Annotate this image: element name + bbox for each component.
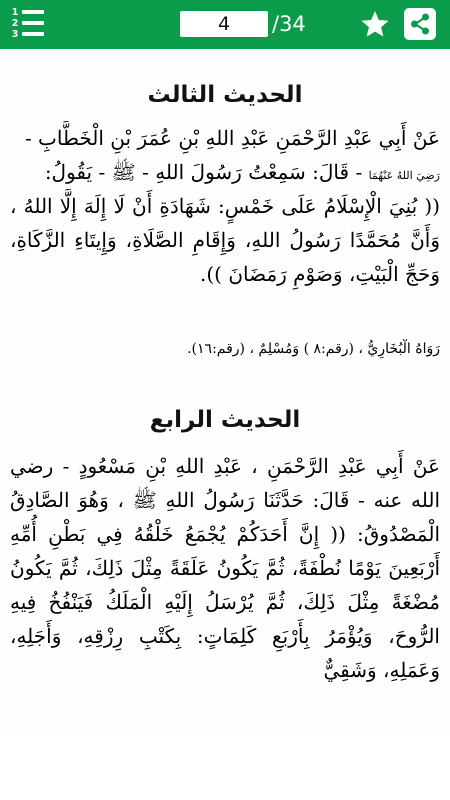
- hadith-3-text: (( بُنِيَ الْإِسْلَامُ عَلَى خَمْسٍ: شَهَادَةِ أَنْ لَا إِلَهَ إِلَّا اللهُ ، وَأَنَّ مُحَمَّدًا رَسُولُ اللهِ، وَإِقَامِ الصَّلَاةِ، وَإِيتَاءِ الزَّكَاةِ، وَحَجِّ الْبَيْتِ، وَصَوْمِ رَمَضَانَ )).: [10, 194, 440, 286]
- page-number-input[interactable]: [180, 11, 268, 37]
- numbered-list-icon: [10, 7, 20, 40]
- list-line: [22, 32, 44, 36]
- hadith-3-radiya: رَضِيَ اللهُ عَنْهُمَا: [368, 169, 440, 182]
- bookmark-button[interactable]: [359, 8, 391, 40]
- footer-blank: [0, 735, 450, 800]
- hadith-4-title: الحديث الرابع: [149, 407, 301, 433]
- index-number: 1: [11, 7, 19, 18]
- total-pages-label: /34: [272, 12, 306, 36]
- index-list-button[interactable]: [8, 6, 48, 42]
- index-number: 2: [11, 18, 19, 29]
- star-icon: [359, 8, 391, 40]
- list-line: [22, 10, 44, 14]
- hadith-3-qala: - قَالَ: سَمِعْتُ رَسُولَ اللهِ - ﷺ - يَقُولُ:: [44, 160, 363, 184]
- list-line: [22, 21, 44, 25]
- hadith-4-text: عَنْ أَبِي عَبْدِ الرَّحْمَنِ ، عَبْدِ اللهِ بْنِ مَسْعُودٍ - رضي الله عنه - قَالَ: حَدَّثَنَا رَسُولُ اللهِ ﷺ ، وَهُوَ الصَّادِقُ الْمَصْدُوقُ: (( إِنَّ أَحَدَكُمْ يُجْمَعُ خَلْقُهُ فِي بَطْنِ أُمِّهِ أَرْبَعِينَ يَوْمًا نُطْفَةً، ثُمَّ يَكُونُ عَلَقَةً مِثْلَ ذَلِكَ، ثُمَّ يَكُونُ مُضْغَةً مِثْلَ ذَلِكَ، ثُمَّ يُرْسَلُ إِلَيْهِ الْمَلَكُ فَيَنْفُخُ فِيهِ الرُّوحَ، وَيُؤْمَرُ بِأَرْبَعِ كَلِمَاتٍ: بِكَتْبِ رِزْقِهِ، وَأَجَلِهِ، وَعَمَلِهِ، وَشَقِيٌّ: [10, 454, 440, 682]
- share-icon: [408, 12, 432, 36]
- hadith-3-reference: رَوَاهُ الْبُخَارِيُّ ، (رقم:٨ ) وَمُسْلِمٌ ، (رقم:١٦).: [187, 341, 440, 357]
- share-button[interactable]: [404, 8, 436, 40]
- hadith-3-narrator: عَنْ أَبِي عَبْدِ الرَّحْمَنِ عَبْدِ اللهِ بْنِ عُمَرَ بْنِ الْخَطَّابِ -: [24, 126, 440, 150]
- hadith-content[interactable]: [0, 49, 450, 735]
- index-number: 3: [11, 29, 19, 40]
- top-toolbar: [0, 0, 450, 49]
- hadith-3-qala-line: [10, 155, 440, 189]
- hadith-3-title: الحديث الثالث: [147, 82, 303, 108]
